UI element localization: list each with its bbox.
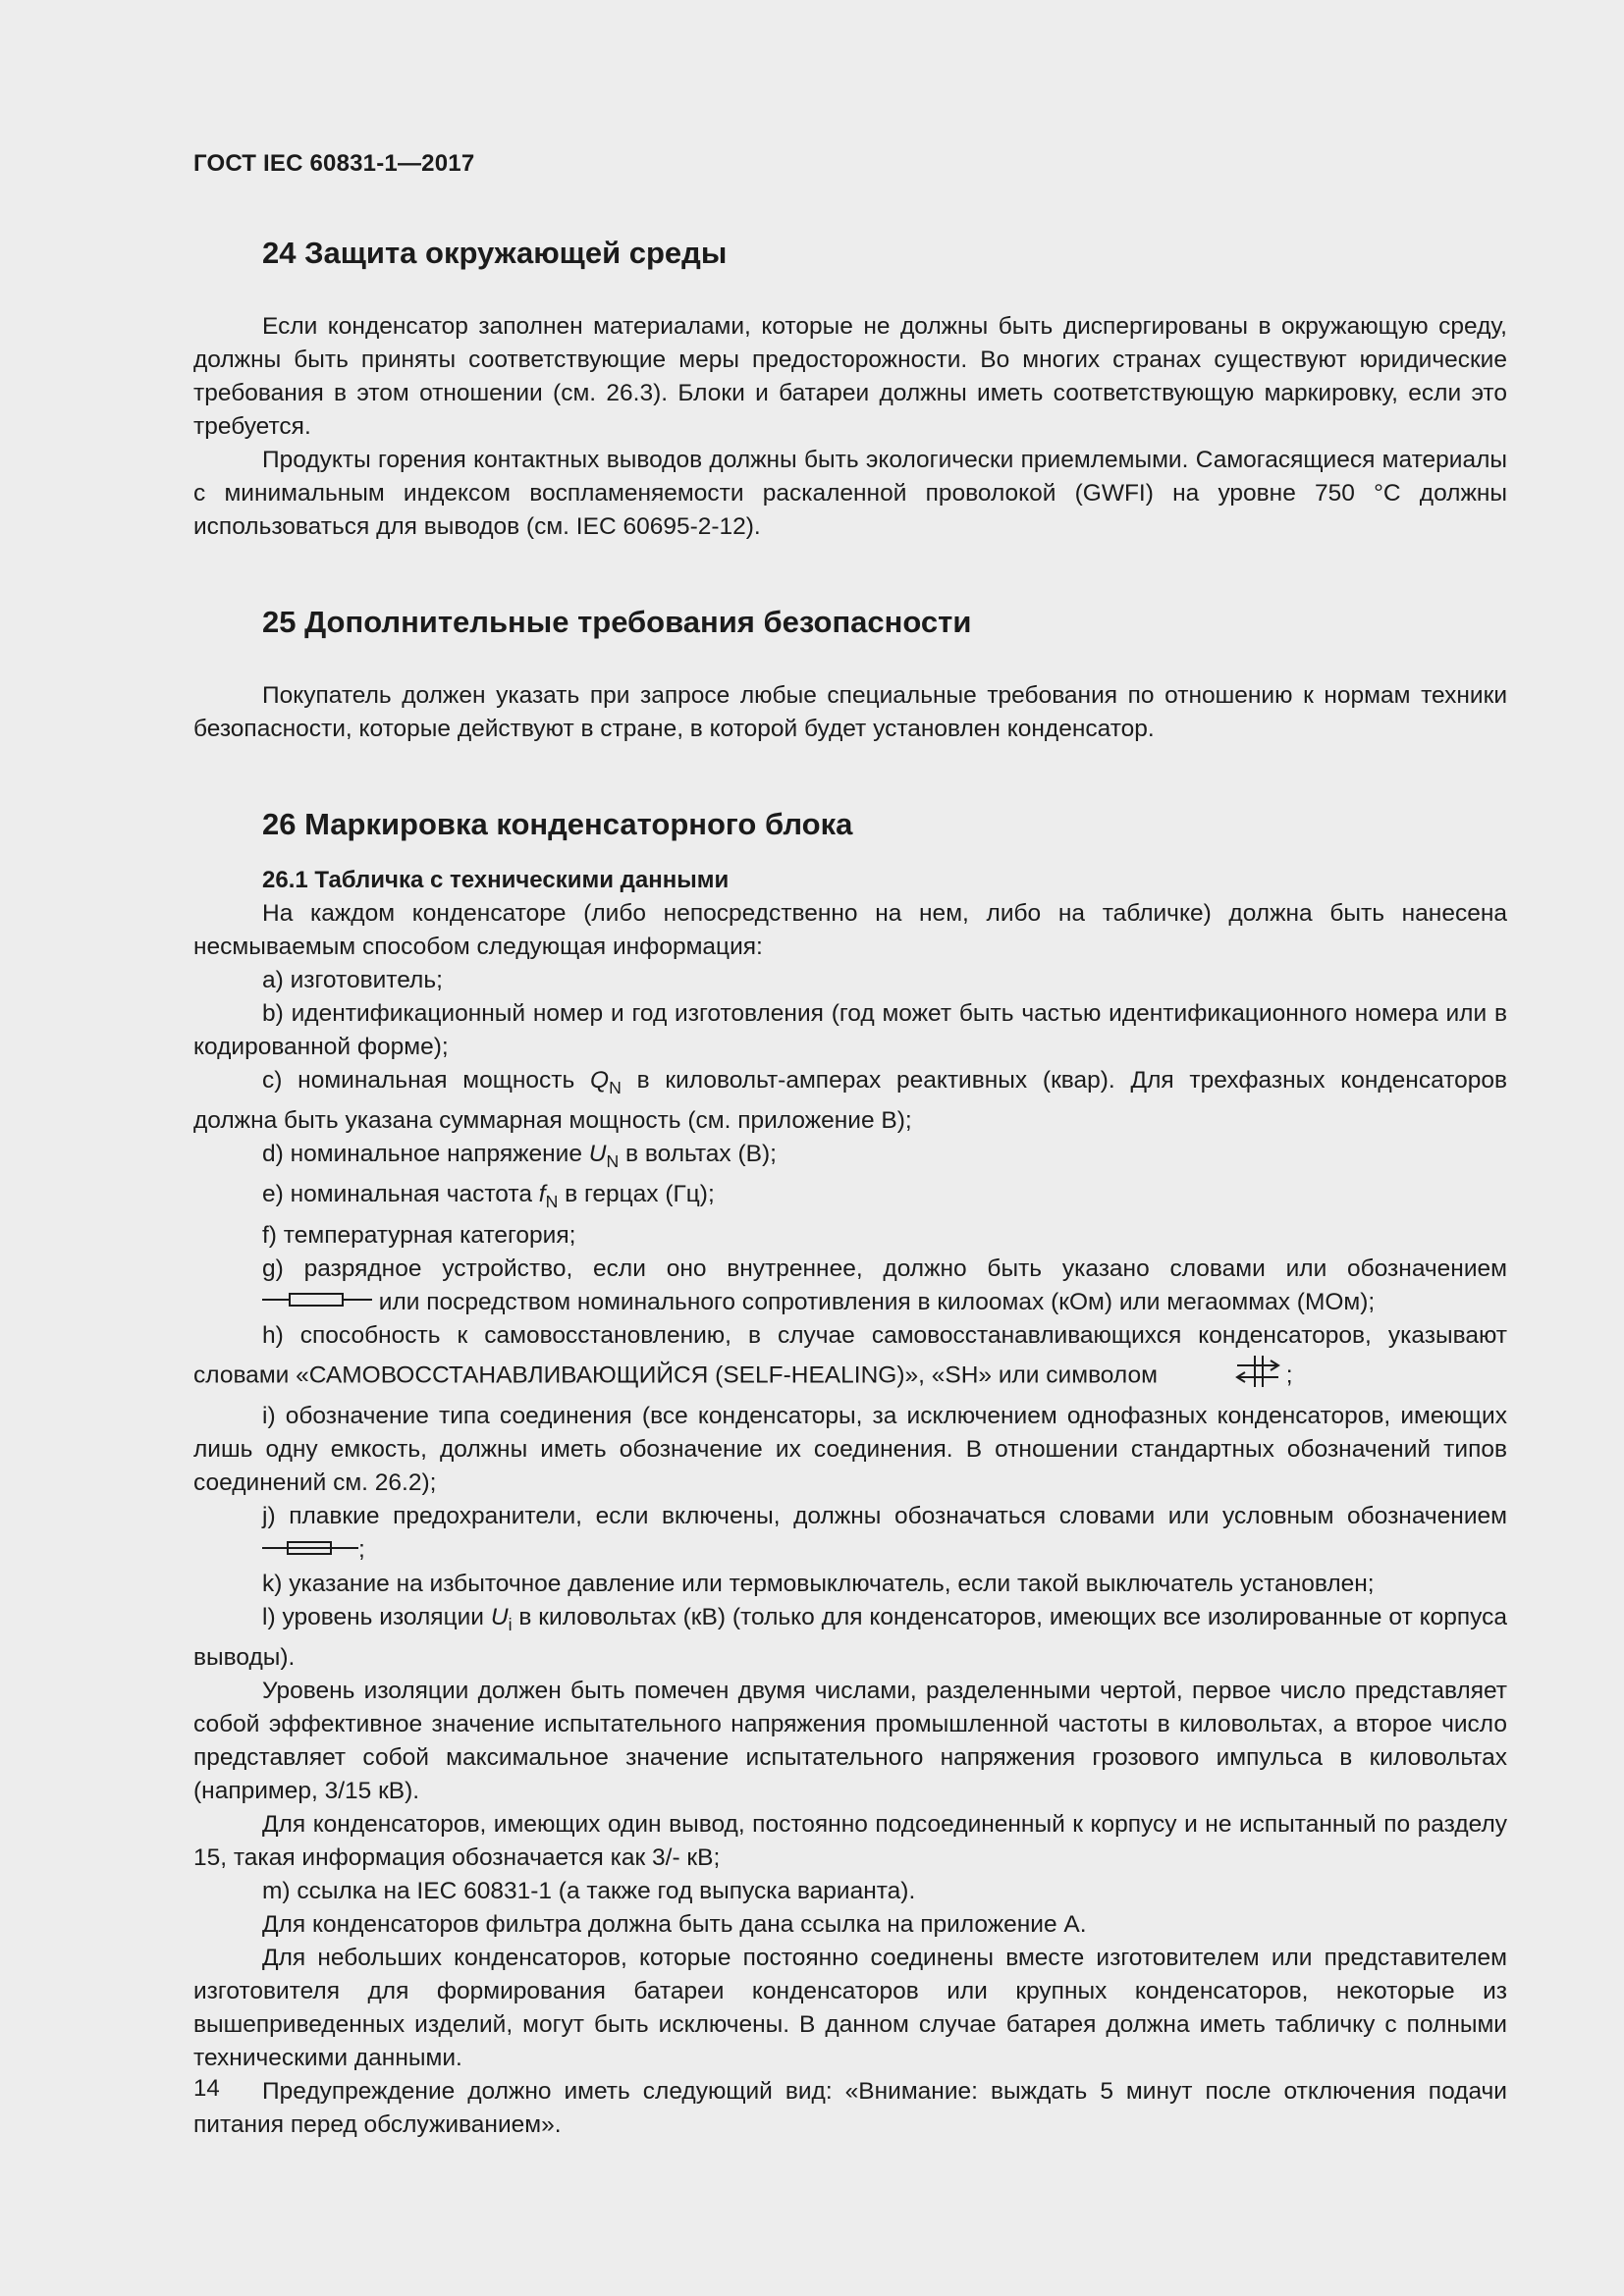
list-item-e: e) номинальная частота $f_N$ в герцах (Гц); xyxy=(262,1181,715,1212)
section-25-paragraph-1: Покупатель должен указать при запросе любые специальные требования по отношению к нормам техники безопасности, которые действуют в стране, в которой будет установлен конденсатор. xyxy=(193,682,1507,742)
section-24-paragraph-2: Продукты горения контактных выводов должны быть экологически приемлемыми. Самогасящиеся материалы с минимальным индексом воспламеняемости раскаленной проволокой (GWFI) на уровне 750 °С должны использоваться для выводов (см. IEC 60695-2-12). xyxy=(193,447,1507,540)
page-content xyxy=(193,234,1507,2142)
list-item-h: h) способность к самовосстановлению, в случае самовосстанавливающихся конденсаторов, указывают словами «САМОВОССТАНАВЛИВАЮЩИЙСЯ (SELF-HEALING)», «SH» или символом ; xyxy=(193,1319,1507,1400)
insulation-level-paragraph: Уровень изоляции должен быть помечен двумя числами, разделенными чертой, первое число представляет собой эффективное значение испытательного напряжения промышленной частоты в киловольтах, а второе число представляет собой максимальное значение испытательного напряжения грозового импульса в киловольтах (например, 3/15 кВ). xyxy=(193,1677,1507,1804)
subsection-26-1-title: 26.1 Табличка с техническими данными xyxy=(262,867,730,893)
list-item-i: i) обозначение типа соединения (все конденсаторы, за исключением однофазных конденсаторов, имеющих лишь одну емкость, должны иметь обозначение их соединения. В отношении стандартных обозначений типов соединений см. 26.2); xyxy=(193,1403,1507,1497)
section-26-intro: На каждом конденсаторе (либо непосредственно на нем, либо на табличке) должна быть нанесена несмываемым способом следующая информация: xyxy=(193,900,1507,960)
list-item-f: f) температурная категория; xyxy=(262,1221,576,1249)
list-item-a: a) изготовитель; xyxy=(262,967,443,993)
section-24-title: 24 Защита окружающей среды xyxy=(262,236,728,270)
list-item-g: g) разрядное устройство, если оно внутреннее, должно быть указано словами или обозначением или посредством номинального сопротивления в килоомах (кОм) или мегаоммах (МОм); xyxy=(193,1253,1507,1320)
self-healing-symbol-icon xyxy=(1164,1353,1286,1400)
resistor-symbol-icon xyxy=(193,1286,372,1319)
section-24-paragraph-1: Если конденсатор заполнен материалами, которые не должны быть диспергированы в окружающую среду, должны быть приняты соответствующие меры предосторожности. Во многих странах существуют юридические требования в этом отношении (см. 26.3). Блоки и батареи должны иметь соответствующую маркировку, если это требуется. xyxy=(193,313,1507,440)
warning-paragraph: Предупреждение должно иметь следующий вид: «Внимание: выждать 5 минут после отключения подачи питания перед обслуживанием». xyxy=(193,2077,1507,2138)
fuse-symbol-icon xyxy=(193,1534,358,1568)
list-item-b: b) идентификационный номер и год изготовления (год может быть частью идентификационного номера или в кодированной форме); xyxy=(193,1000,1507,1060)
list-item-l: l) уровень изоляции $U_i$ в киловольтах (кВ) (только для конденсаторов, имеющих все изолированные от корпуса выводы). xyxy=(193,1603,1507,1671)
section-25-title: 25 Дополнительные требования безопасности xyxy=(262,605,972,639)
small-capacitors-paragraph: Для небольших конденсаторов, которые постоянно соединены вместе изготовителем или представителем изготовителя для формирования батареи конденсаторов или крупных конденсаторов, некоторые из вышеприведенных изделий, могут быть исключены. В данном случае батарея должна иметь табличку с полными техническими данными. xyxy=(193,1944,1507,2071)
single-terminal-paragraph: Для конденсаторов, имеющих один вывод, постоянно подсоединенный к корпусу и не испытанный по разделу 15, такая информация обозначается как 3/- кВ; xyxy=(193,1810,1507,1871)
section-26-title: 26 Маркировка конденсаторного блока xyxy=(262,807,853,841)
page-number: 14 xyxy=(193,2075,220,2102)
list-item-d: d) номинальное напряжение $U_N$ в вольтах (В); xyxy=(262,1141,777,1172)
list-item-m: m) ссылка на IEC 60831-1 (а также год выпуска варианта). xyxy=(262,1877,916,1904)
list-item-j: j) плавкие предохранители, если включены, должны обозначаться словами или условным обозначением ; xyxy=(193,1500,1507,1568)
list-item-k: k) указание на избыточное давление или термовыключатель, если такой выключатель установлен; xyxy=(262,1570,1375,1597)
filter-capacitors-paragraph: Для конденсаторов фильтра должна быть дана ссылка на приложение А. xyxy=(262,1910,1087,1938)
document-code-header: ГОСТ IEC 60831-1—2017 xyxy=(193,150,475,177)
list-item-c: c) номинальная мощность $Q_N$ в киловольт-амперах реактивных (квар). Для трехфазных конденсаторов должна быть указана суммарная мощность (см. приложение В); xyxy=(193,1067,1507,1135)
